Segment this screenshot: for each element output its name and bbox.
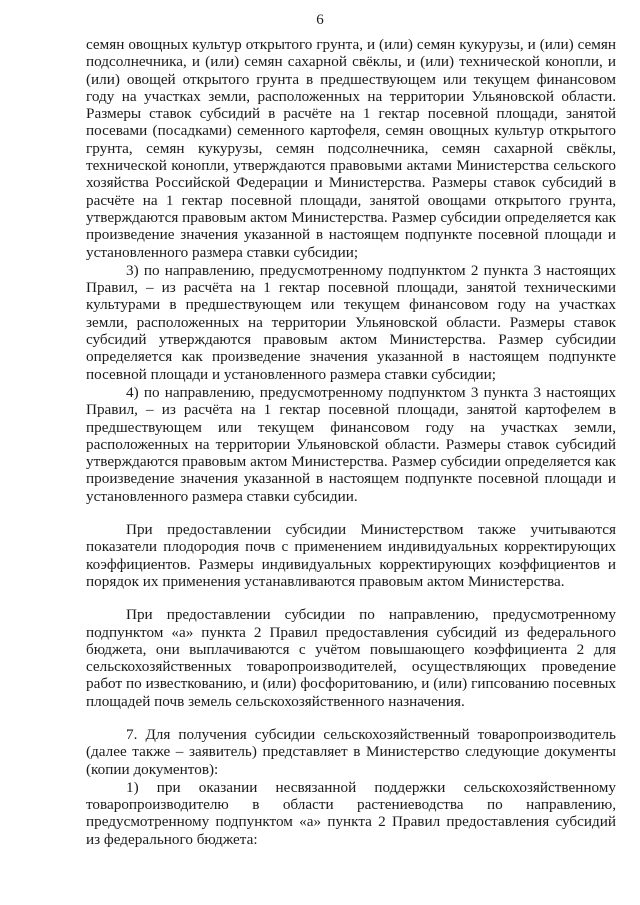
paragraph-section-7: 7. Для получения субсидии сельскохозяйственный товаропроизводитель (далее также – заявитель) представляет в Министерство следующие документы (копии документов):: [86, 725, 616, 778]
paragraph-soil-fertility: При предоставлении субсидии Министерством также учитываются показатели плодородия почв с применением индивидуальных корректирующих коэффициентов. Размеры индивидуальных корректирующих коэффициентов и порядок их применения устанавливаются правовым актом Министерства.: [86, 521, 616, 590]
page-number: 6: [316, 12, 324, 28]
paragraph-item-4: 4) по направлению, предусмотренному подпунктом 3 пункта 3 настоящих Правил, – из расчёта на 1 гектар посевной площади, занятой картофелем в предшествующем или текущем финансовом году на участках земли, расположенных на территории Ульяновской области. Размеры ставок субсидий утверждаются правовым актом Министерства. Размер субсидии определяется как произведение значения указанной в настоящем подпункте посевной площади и установленного размера ставки субсидии.: [86, 383, 616, 505]
paragraph-coefficient: При предоставлении субсидии по направлению, предусмотренному подпунктом «а» пункта 2 Правил предоставления субсидий из федерального бюджета, они выплачиваются с учётом повышающего коэффициента 2 для сельскохозяйственных товаропроизводителей, осуществляющих проведение работ по известкованию, и (или) фосфоритованию, и (или) гипсованию посевных площадей почв земель сельскохозяйственного назначения.: [86, 606, 616, 710]
paragraph-item-3: 3) по направлению, предусмотренному подпунктом 2 пункта 3 настоящих Правил, – из расчёта на 1 гектар посевной площади, занятой техническими культурами в предшествующем или текущем финансовом году на участках земли, расположенных на территории Ульяновской области. Размеры ставок субсидий утверждаются правовым актом Министерства. Размер субсидии определяется как произведение значения указанной в настоящем подпункте посевной площади и установленного размера ставки субсидии;: [86, 261, 616, 383]
paragraph-item-1: 1) при оказании несвязанной поддержки сельскохозяйственному товаропроизводителю в области растениеводства по направлению, предусмотренному подпунктом «а» пункта 2 Правил предоставления субсидий из федерального бюджета:: [86, 778, 616, 848]
document-body: [86, 36, 616, 849]
paragraph-continuation: семян овощных культур открытого грунта, и (или) семян кукурузы, и (или) семян подсолнечника, и (или) семян сахарной свёклы, и (или) технической конопли, и (или) овощей открытого грунта в предшествующем или текущем финансовом году на участках земли, расположенных на территории Ульяновской области. Размеры ставок субсидий в расчёте на 1 гектар посевной площади, занятой посевами (посадками) семенного картофеля, семян овощных культур открытого грунта, семян кукурузы, семян подсолнечника, семян сахарной свёклы, технической конопли, утверждаются правовыми актами Министерства сельского хозяйства Российской Федерации и Министерства. Размеры ставок субсидий в расчёте на 1 гектар посевной площади, занятой овощами открытого грунта, утверждаются правовым актом Министерства. Размер субсидии определяется как произведение значения указанной в настоящем подпункте посевной площади и установленного размера ставки субсидии;: [86, 36, 616, 261]
